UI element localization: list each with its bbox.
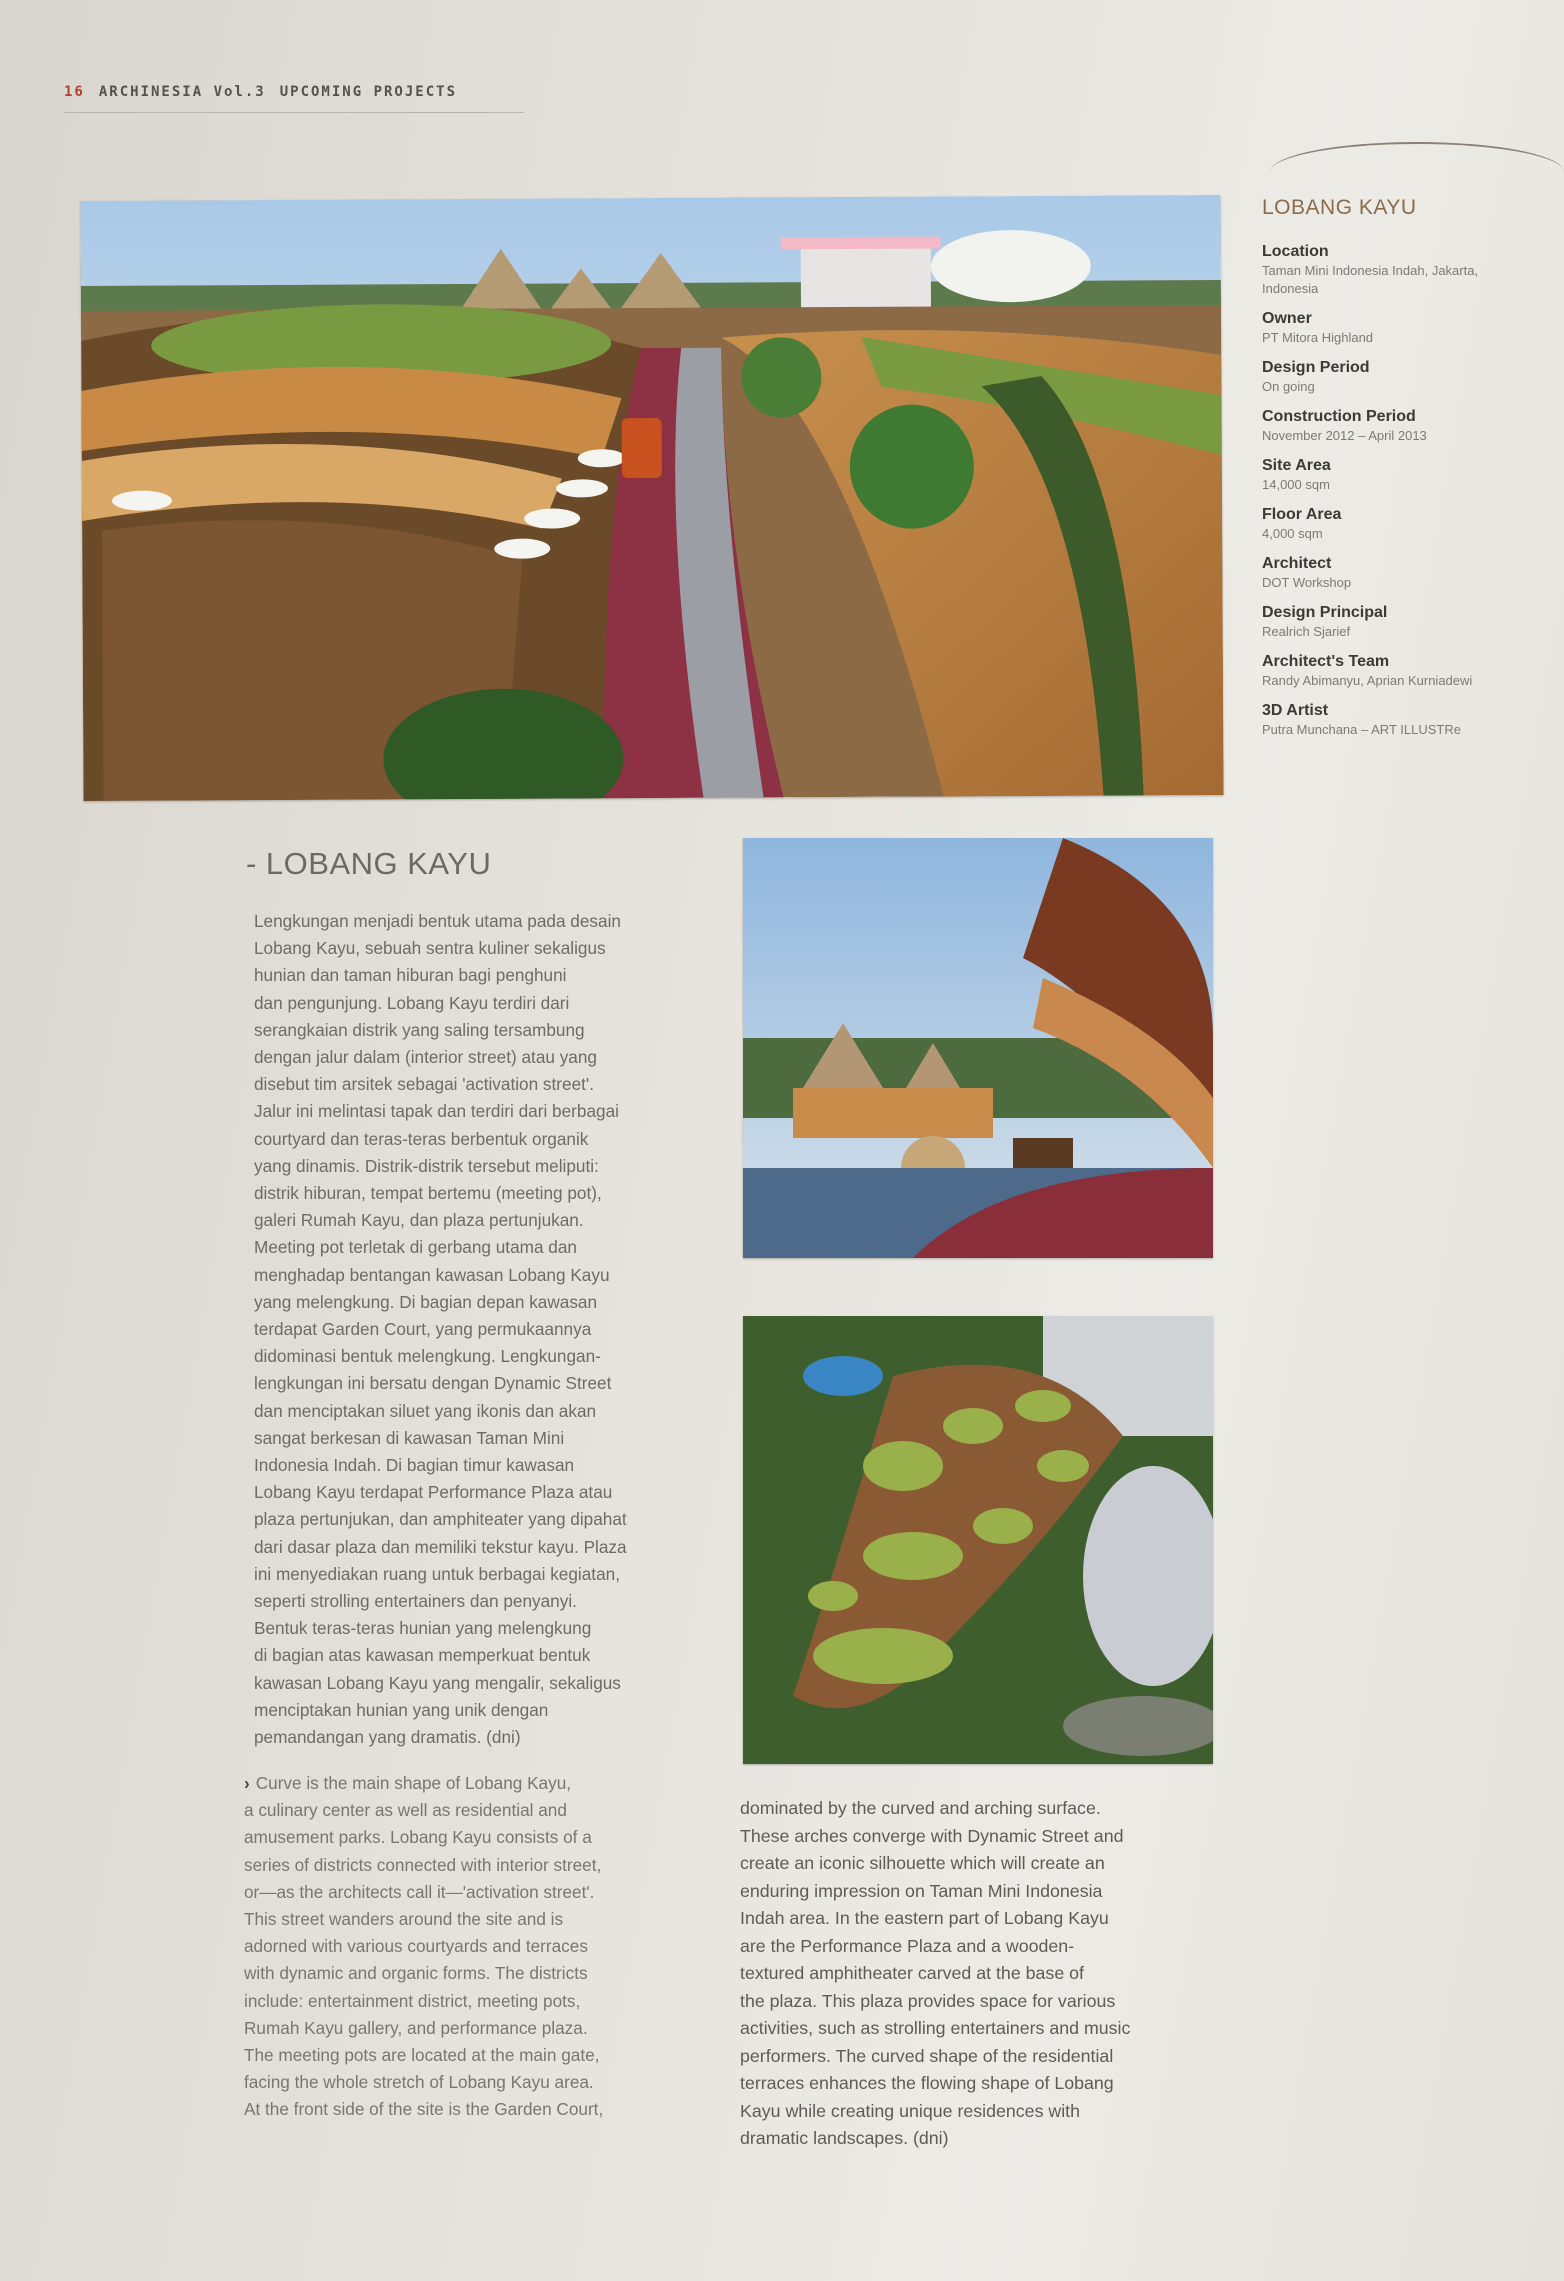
credit-value: PT Mitora Highland [1262, 330, 1374, 345]
credit-value: 14,000 sqm [1262, 477, 1330, 492]
credit-value: November 2012 – April 2013 [1262, 428, 1427, 443]
credit-architect [1262, 554, 1532, 592]
credit-label: Design Principal [1262, 604, 1388, 621]
aerial-rendering-image [743, 1316, 1213, 1764]
credit-construction-period [1262, 407, 1532, 445]
chevron-right-icon: › [244, 1773, 250, 1793]
article-body-english-col2: dominated by the curved and arching surface. These arches converge with Dynamic Street and create an iconic silhouette which will create an enduring impression on Taman Mini Indonesia Indah area. In the eastern part of Lobang Kayu are the Performance Plaza and a wooden- textured amphitheater carved at the base of the plaza. This plaza provides space for various activities, such as strolling entertainers and music performers. The curved shape of the residential terraces enhances the flowing shape of Lobang Kayu while creating unique residences with dramatic landscapes. (dni) [740, 1798, 1131, 2148]
credit-label: Architect [1262, 555, 1332, 572]
credit-owner [1262, 309, 1532, 347]
credit-label: Site Area [1262, 457, 1331, 474]
article-title: - LOBANG KAYU [246, 846, 492, 881]
article-body-indonesian: Lengkungan menjadi bentuk utama pada desain Lobang Kayu, sebuah sentra kuliner sekaligus hunian dan taman hiburan bagi penghuni dan pengunjung. Lobang Kayu terdiri dari serangkaian distrik yang saling tersambung dengan jalur dalam (interior street) atau yang disebut tim arsitek sebagai 'activation street'. Jalur ini melintasi tapak dan terdiri dari berbagai courtyard dan teras-teras berbentuk organik yang dinamis. Distrik-distrik tersebut meliputi: distrik hiburan, tempat bertemu (meeting pot), galeri Rumah Kayu, dan plaza pertunjukan. Meeting pot terletak di gerbang utama dan menghadap bentangan kawasan Lobang Kayu yang melengkung. Di bagian depan kawasan terdapat Garden Court, yang permukaannya didominasi bentuk melengkung. Lengkungan- lengkungan ini bersatu dengan Dynamic Street dan menciptakan siluet yang ikonis dan akan sangat berkesan di kawasan Taman Mini Indonesia Indah. Di bagian timur kawasan Lobang Kayu terdapat Performance Plaza atau plaza pertunjukan, dan amphiteater yang dipahat dari dasar plaza dan memiliki tekstur kayu. Plaza ini menyediakan ruang untuk berbagai kegiatan, seperti strolling entertainers dan penyanyi. Bentuk teras-teras hunian yang melengkung di bagian atas kawasan memperkuat bentuk kawasan Lobang Kayu yang mengalir, sekaligus menciptakan hunian yang unik dengan pemandangan yang dramatis. (dni) [254, 911, 627, 1748]
page-number: 16 [64, 84, 85, 100]
credit-value: DOT Workshop [1262, 575, 1352, 590]
credit-label: 3D Artist [1262, 702, 1329, 719]
sidebar-title: LOBANG KAYU [1262, 196, 1417, 219]
credit-location [1262, 242, 1532, 298]
credit-value: 4,000 sqm [1262, 526, 1323, 541]
credit-label: Floor Area [1262, 506, 1342, 523]
credit-value: Realrich Sjarief [1262, 624, 1351, 639]
decorative-curve-rule [1270, 142, 1564, 204]
magazine-name: ARCHINESIA Vol.3 [98, 84, 266, 100]
article-body-english-col1 [244, 1770, 694, 2124]
project-credits-sidebar [1262, 196, 1532, 750]
credit-label: Design Period [1262, 359, 1370, 376]
street-rendering-image [743, 838, 1213, 1258]
credit-label: Construction Period [1262, 408, 1416, 425]
credit-design-principal [1262, 603, 1532, 641]
credit-value: Putra Munchana – ART ILLUSTRe [1262, 722, 1461, 737]
credit-site-area [1262, 456, 1532, 494]
section-name: UPCOMING PROJECTS [279, 84, 458, 100]
english-text-part1: Curve is the main shape of Lobang Kayu, a culinary center as well as residential and amusement parks. Lobang Kayu consists of a series of districts connected with interior street, or—as the architects call it—'activation street'. This street wanders around the site and is adorned with various courtyards and terraces with dynamic and organic forms. The districts include: entertainment district, meeting pots, Rumah Kayu gallery, and performance plaza. The meeting pots are located at the main gate, facing the whole stretch of Lobang Kayu area. At the front side of the site is the Garden Court, [244, 1773, 604, 2120]
page-header [64, 72, 524, 113]
credit-label: Owner [1262, 310, 1312, 327]
credit-value: Randy Abimanyu, Aprian Kurniadewi [1262, 673, 1473, 688]
credit-architects-team [1262, 652, 1532, 690]
credit-value: Taman Mini Indonesia Indah, Jakarta, Indonesia [1262, 263, 1479, 296]
credit-floor-area [1262, 505, 1532, 543]
credit-label: Location [1262, 243, 1329, 260]
credit-design-period [1262, 358, 1532, 396]
hero-rendering-image [80, 195, 1223, 801]
credit-3d-artist [1262, 701, 1532, 739]
credit-value: On going [1262, 379, 1315, 394]
credit-label: Architect's Team [1262, 653, 1390, 670]
